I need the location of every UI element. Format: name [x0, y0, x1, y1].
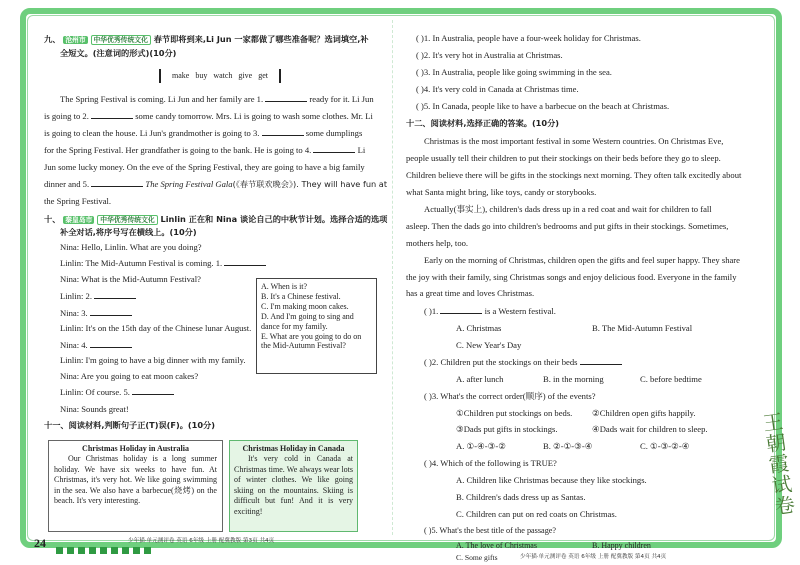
ruler-mark	[144, 547, 151, 554]
q10-intro-cont: 补全对话,将序号写在横线上。(10分)	[60, 227, 197, 237]
q11-item-2[interactable]: ( )2. It's very hot in Australia at Christmas.	[416, 50, 563, 60]
q10-blank-2[interactable]	[94, 291, 136, 299]
q10-intro: Linlin 正在和 Nina 谈论自己的中秋节计划。选择合适的选项	[160, 214, 388, 224]
q10-text: Linlin: 2.	[60, 291, 92, 301]
page-number: 24	[34, 536, 46, 550]
q12-question-1	[424, 306, 556, 317]
canada-box-text: It's very cold in Canada at Christmas time. We always wear lots of winter clothes. We like going skiing on the mountains. Skiing is difficult but fun! And it is very exciting!	[234, 454, 353, 516]
canada-box-title: Christmas Holiday in Canada	[242, 444, 345, 453]
q12-q5-option-b[interactable]: B. Happy children	[592, 541, 651, 550]
q12-passage-line: has a great time and loves Christmas.	[406, 288, 535, 298]
q10-text: Linlin: The Mid-Autumn Festival is coming. 1.	[60, 258, 223, 268]
q10-dialog-line: Linlin: It's on the 15th day of the Chinese lunar August.	[60, 323, 252, 333]
q9-text: some dumplings	[305, 128, 363, 138]
q10-dialog-line	[60, 291, 136, 302]
q10-dialog-line	[60, 308, 132, 319]
ruler-mark	[111, 547, 118, 554]
q12-passage-line: Actually(事实上), children's dads dress up in a red coat and wait for children to fall	[424, 204, 712, 214]
q9-blank-5[interactable]	[91, 179, 143, 187]
q12-q1-blank[interactable]	[440, 306, 482, 314]
q9-line-1	[60, 94, 374, 105]
ruler-mark	[89, 547, 96, 554]
q9-city-tag: 沧州市	[65, 36, 86, 44]
ruler-mark	[133, 547, 140, 554]
q9-text: some candy tomorrow. Mrs. Li is going to wash some clothes. Mr. Li	[135, 111, 373, 121]
q11-item-3[interactable]: ( )3. In Australia, people like going swimming in the sea.	[416, 67, 612, 77]
q12-q2-blank[interactable]	[580, 357, 622, 365]
q9-text: The Spring Festival is coming. Li Jun and her family are 1.	[60, 94, 264, 104]
q12-q5-option-a[interactable]: A. The love of Christmas	[456, 541, 537, 550]
q12-passage-line: mothers help, too.	[406, 238, 469, 248]
q12-passage-line: Children believe there will be gifts in the stockings next morning. They often talk excitedly about	[406, 170, 742, 180]
q10-blank-4[interactable]	[90, 340, 132, 348]
q10-text: Linlin: Of course. 5.	[60, 387, 130, 397]
q10-option-d: D. And I'm going to sing and dance for my family.	[261, 311, 354, 331]
q10-number: 十、	[44, 214, 61, 224]
q12-q3-event-3: ③Dads put gifts in stockings.	[456, 424, 558, 434]
q10-dialog-line	[60, 387, 174, 398]
q10-dialog-line	[60, 340, 132, 351]
q12-q2-option-c[interactable]: C. before bedtime	[640, 374, 702, 384]
q9-culture-tag: 中华优秀传统文化	[91, 35, 151, 45]
q12-q4-option-b[interactable]: B. Children's dads dress up as Santas.	[456, 492, 586, 502]
q9-text: (《春节联欢晚会》). They will have fun at	[232, 179, 388, 189]
q10-blank-3[interactable]	[90, 308, 132, 316]
q10-text: Nina: 4.	[60, 340, 88, 350]
q12-q3-option-b[interactable]: B. ②-①-③-④	[543, 441, 593, 451]
q12-q1-stem-b: is a Western festival.	[484, 306, 556, 316]
q9-line-6	[44, 179, 387, 190]
brand-seal: 王朝霞试卷	[761, 409, 797, 519]
q10-heading	[44, 214, 387, 225]
q12-q2-option-b[interactable]: B. in the morning	[543, 374, 604, 384]
q9-intro-cont: 全短文。(注意词的形式)(10分)	[60, 48, 177, 58]
q12-q2-option-a[interactable]: A. after lunch	[456, 374, 504, 384]
q9-text: is going to 2.	[44, 111, 89, 121]
q10-city-tag: 秦皇岛市	[65, 216, 93, 224]
q11-item-1[interactable]: ( )1. In Australia, people have a four-week holiday for Christmas.	[416, 33, 641, 43]
q9-text: ready for it. Li Jun	[309, 94, 374, 104]
q9-line-4	[44, 145, 365, 156]
q9-gala-title: The Spring Festival Gala	[145, 179, 233, 189]
q11-number: 十一、	[44, 420, 69, 430]
ruler-mark	[122, 547, 129, 554]
q11-item-4[interactable]: ( )4. It's very cold in Canada at Christmas time.	[416, 84, 579, 94]
q12-q1-option-c[interactable]: C. New Year's Day	[456, 340, 522, 350]
australia-box-text: Our Christmas holiday is a long summer holiday. We have six weeks to have fun. At Christmas, it's very hot. We like going swimming in the sea. We also have a barbecue(烧烤) on the beach. It's very interesting.	[54, 454, 217, 506]
q12-q3-option-c[interactable]: C. ①-③-②-④	[640, 441, 690, 451]
q10-dialog-line: Nina: Sounds great!	[60, 404, 129, 414]
q12-intro: 阅读材料,选择正确的答案。(10分)	[430, 118, 560, 128]
q9-text: is going to clean the house. Li Jun's grandmother is going to 3.	[44, 128, 260, 138]
q10-option-a: A. When is it?	[261, 282, 308, 291]
q9-text: dinner and 5.	[44, 179, 90, 189]
column-divider	[392, 20, 393, 535]
footer-left: 少年猫·单元测评卷 英语 6年级 上册 配冀教版 第3页 共4页	[128, 538, 275, 544]
q12-question-2	[424, 357, 622, 368]
q9-line-7: the Spring Festival.	[44, 196, 112, 206]
q10-culture-tag: 中华优秀传统文化	[97, 215, 157, 225]
q10-option-c: C. I'm making moon cakes.	[261, 301, 349, 311]
q12-q3-event-1: ①Children put stockings on beds.	[456, 408, 573, 418]
ruler-mark	[56, 547, 63, 554]
q10-options-box	[256, 278, 377, 374]
ruler-mark	[100, 547, 107, 554]
q10-dialog-line: Nina: Hello, Linlin. What are you doing?	[60, 242, 202, 252]
q9-text: for the Spring Festival. Her grandfather is going to the bank. He is going to 4.	[44, 145, 312, 155]
q10-option-b: B. It's a Chinese festival.	[261, 291, 341, 301]
decorative-ruler	[56, 547, 152, 554]
q12-passage-line: Christmas is the most important festival in some Western countries. On Christmas Eve,	[424, 136, 724, 146]
q9-line-2	[44, 111, 373, 122]
q12-question-4[interactable]: ( )4. Which of the following is TRUE?	[424, 458, 557, 468]
q11-intro: 阅读材料,判断句子正(T)误(F)。(10分)	[68, 420, 215, 430]
canada-box	[229, 440, 358, 532]
q12-q2-stem[interactable]: ( )2. Children put the stockings on their beds	[424, 357, 578, 367]
q10-text: Nina: 3.	[60, 308, 88, 318]
q11-heading	[44, 420, 215, 430]
ruler-mark	[78, 547, 85, 554]
q12-passage-line: people usually tell their children to put their stockings on their beds before they go to sleep.	[406, 153, 721, 163]
q12-number: 十二、	[406, 118, 431, 128]
ruler-mark	[67, 547, 74, 554]
q11-item-5[interactable]: ( )5. In Canada, people like to have a barbecue on the beach at Christmas.	[416, 101, 670, 111]
q12-q1-stem[interactable]: ( )1.	[424, 306, 439, 316]
q12-passage-line: Early on the morning of Christmas, children open the gifts and feel super happy. They share	[424, 255, 740, 265]
q10-dialog-line: Nina: What is the Mid-Autumn Festival?	[60, 274, 201, 284]
q12-passage-line: asleep. Then the dads go into children's bedrooms and put gifts in their stockings. Sometimes,	[406, 221, 729, 231]
q9-line-5: Jun some lucky money. On the eve of the Spring Festival, they are going to have a big family	[44, 162, 365, 172]
q9-text: Li	[357, 145, 366, 155]
q12-q3-option-a[interactable]: A. ①-④-③-②	[456, 441, 506, 451]
q10-dialog-line: Nina: Are you going to eat moon cakes?	[60, 371, 199, 381]
q9-heading	[44, 34, 369, 45]
q12-q1-option-b[interactable]: B. The Mid-Autumn Festival	[592, 323, 693, 333]
q9-line-3	[44, 128, 362, 139]
q12-q4-option-c[interactable]: C. Children can put on red coats on Christmas.	[456, 509, 617, 519]
q10-blank-5[interactable]	[132, 387, 174, 395]
q12-q4-option-a[interactable]: A. Children like Christmas because they like stockings.	[456, 475, 647, 485]
q9-word-bank: make buy watch give get	[159, 69, 281, 83]
q9-blank-3[interactable]	[262, 128, 304, 136]
q9-blank-4[interactable]	[313, 145, 355, 153]
q9-blank-1[interactable]	[265, 94, 307, 102]
q12-passage-line: the joy with their family, sing Christmas songs and enjoy delicious food. Everyone in the family	[406, 272, 737, 282]
q12-q3-event-4: ④Dads wait for children to sleep.	[592, 424, 708, 434]
q9-intro: 春节即将到来,Li Jun 一家都做了哪些准备呢？选词填空,补	[153, 34, 369, 44]
australia-box-title: Christmas Holiday in Australia	[82, 444, 189, 453]
q12-q5-option-c[interactable]: C. Some gifts	[456, 553, 498, 562]
footer-right: 少年猫·单元测评卷 英语 6年级 上册 配冀教版 第4页 共4页	[520, 554, 667, 560]
q9-number: 九、	[44, 34, 61, 44]
q12-question-5[interactable]: ( )5. What's the best title of the passage?	[424, 526, 557, 535]
q9-blank-2[interactable]	[91, 111, 133, 119]
australia-box	[48, 440, 223, 532]
q10-blank-1[interactable]	[224, 258, 266, 266]
q12-q1-option-a[interactable]: A. Christmas	[456, 323, 502, 333]
q10-dialog-line: Linlin: I'm going to have a big dinner with my family.	[60, 355, 246, 365]
q12-q3-event-2: ②Children open gifts happily.	[592, 408, 696, 418]
q10-dialog-line	[60, 258, 266, 269]
q12-heading	[406, 118, 559, 128]
q12-passage-line: what Santa might bring, like toys, candy or storybooks.	[406, 187, 597, 197]
q12-question-3[interactable]: ( )3. What's the correct order(顺序) of the events?	[424, 391, 596, 401]
q10-option-e: E. What are you going to do on the Mid-Autumn Festival?	[261, 331, 362, 351]
